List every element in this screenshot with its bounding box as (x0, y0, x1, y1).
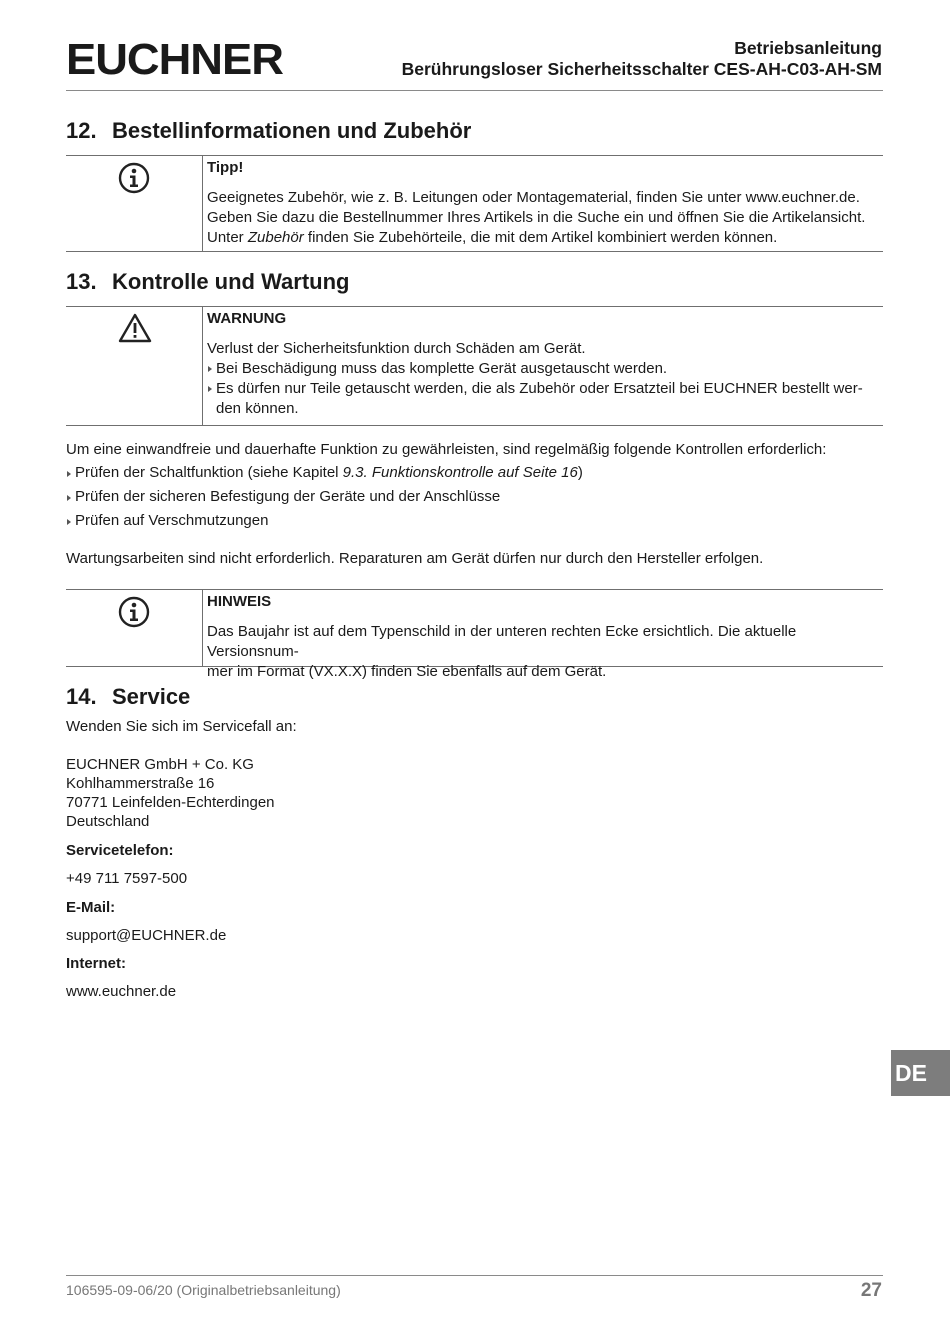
info-icon (118, 596, 150, 628)
tip-label: Tipp! (207, 159, 244, 176)
warning-icon (118, 313, 152, 343)
phone-number: +49 711 7597-500 (66, 870, 188, 887)
list-item: Prüfen der sicheren Befestigung der Geräte und der Anschlüsse (66, 485, 883, 509)
address-line: EUCHNER GmbH + Co. KG (66, 756, 254, 773)
emphasis: Zubehör (247, 229, 304, 246)
maintenance-text: Wartungsarbeiten sind nicht erforderlich. Reparaturen am Gerät dürfen nur durch den Hersteller erfolgen. (66, 550, 764, 567)
section-title: Bestellinformationen und Zubehör (112, 118, 472, 143)
warning-bullet: Bei Beschädigung muss das komplette Gerät ausgetauscht werden. (207, 359, 879, 379)
tip-content (207, 156, 883, 248)
chapter-reference: 9.3. Funktionskontrolle auf Seite 16 (342, 464, 578, 481)
warning-content (207, 307, 883, 419)
section-number: 13. (66, 269, 97, 294)
icon-cell (66, 590, 203, 666)
icon-cell (66, 156, 203, 251)
list-item: Prüfen der Schaltfunktion (siehe Kapitel 9.3. Funktionskontrolle auf Seite 16) (66, 461, 883, 485)
doc-type: Betriebsanleitung (734, 38, 882, 58)
icon-cell (66, 307, 203, 425)
address-line: Deutschland (66, 813, 150, 830)
warning-text: Verlust der Sicherheitsfunktion durch Schäden am Gerät. (207, 340, 586, 357)
section-14-heading (66, 684, 190, 710)
euchner-logo: EUCHNER (66, 35, 283, 84)
hint-label: HINWEIS (207, 593, 272, 610)
section-title: Service (112, 684, 191, 709)
tip-text-line: Geeignetes Zubehör, wie z. B. Leitungen oder Montagematerial, finden Sie unter www.euchner.de. (207, 189, 860, 206)
info-icon (118, 162, 150, 194)
list-item: Prüfen auf Verschmutzungen (66, 509, 883, 533)
tip-text-line: Unter Zubehör finden Sie Zubehörteile, die mit dem Artikel kombiniert werden können. (207, 229, 778, 246)
document-header (402, 38, 882, 80)
section-number: 12. (66, 118, 97, 143)
footer-divider (66, 1275, 883, 1276)
hint-text-line: mer im Format (VX.X.X) finden Sie ebenfalls auf dem Gerät. (207, 663, 607, 680)
checks-list (66, 461, 883, 533)
product-name: Berührungsloser Sicherheitsschalter CES-AH-C03-AH-SM (401, 59, 882, 79)
address-line: 70771 Leinfelden-Echterdingen (66, 794, 275, 811)
header-divider (66, 90, 883, 91)
warning-label: WARNUNG (207, 310, 287, 327)
page-number: 27 (860, 1280, 882, 1301)
phone-label: Servicetelefon: (66, 842, 174, 859)
email-label: E-Mail: (66, 899, 116, 916)
email-link[interactable]: support@EUCHNER.de (66, 927, 227, 944)
internet-label: Internet: (66, 955, 126, 972)
service-address (66, 755, 883, 831)
tip-text-line: Geben Sie dazu die Bestellnummer Ihres Artikels in die Suche ein und öffnen Sie die Artikelansicht. (207, 209, 866, 226)
tip-box (66, 155, 883, 252)
website-link[interactable]: www.euchner.de (66, 983, 177, 1000)
hint-text-line: Das Baujahr ist auf dem Typenschild in der unteren rechten Ecke ersichtlich. Die aktuelle Versionsnum- (207, 623, 797, 660)
section-number: 14. (66, 684, 97, 709)
address-line: Kohlhammerstraße 16 (66, 775, 215, 792)
footer-doc-id: 106595-09-06/20 (Originalbetriebsanleitung) (66, 1282, 341, 1298)
hint-box (66, 589, 883, 680)
service-intro: Wenden Sie sich im Servicefall an: (66, 718, 297, 735)
hint-content (207, 590, 883, 682)
section-13-heading (66, 269, 349, 295)
warning-box (66, 306, 883, 426)
checks-intro: Um eine einwandfreie und dauerhafte Funktion zu gewährleisten, sind regelmäßig folgende Kontrollen erforderlich: (66, 441, 827, 458)
warning-bullet: Es dürfen nur Teile getauscht werden, die als Zubehör oder Ersatzteil bei EUCHNER bestellt wer- (207, 379, 879, 399)
section-12-heading (66, 118, 471, 144)
language-tab: DE (891, 1050, 950, 1096)
section-title: Kontrolle und Wartung (112, 269, 350, 294)
warning-bullet-continuation: den können. (216, 400, 299, 417)
